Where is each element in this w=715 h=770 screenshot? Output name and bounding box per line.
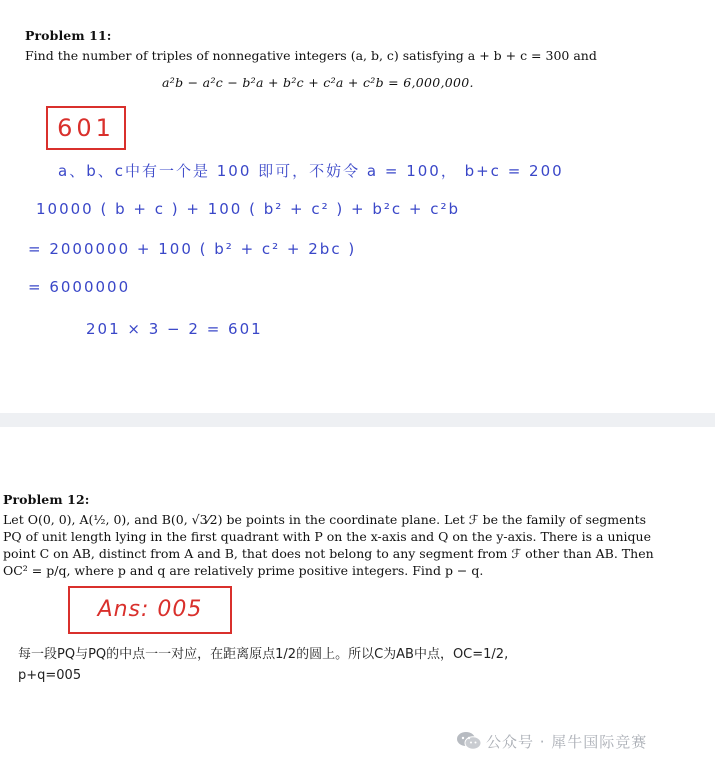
problem-12-line-2: PQ of unit length lying in the first quadrant with P on the x-axis and Q on the y-axis. There is a unique: [3, 529, 651, 544]
explanation-line-1: 每一段PQ与PQ的中点一一对应，在距离原点1/2的圆上。所以C为AB中点，OC=1/2,: [18, 647, 509, 662]
problem-12-title: Problem 12:: [3, 492, 90, 507]
problem-12-line-4: OC² = p/q, where p and q are relatively prime positive integers. Find p − q.: [3, 563, 484, 578]
handwritten-note-1: a、b、c中有一个是 100 即可，不妨令 a = 100， b+c = 200: [58, 162, 564, 180]
problem-11-answer-box: 601: [46, 106, 126, 150]
handwritten-note-2: 10000 ( b + c ) + 100 ( b² + c² ) + b²c + c²b: [36, 200, 461, 218]
problem-12-card: [0, 427, 715, 770]
problem-12-answer-box: Ans: 005: [68, 586, 232, 634]
handwritten-note-4: = 6000000: [28, 278, 131, 296]
problem-12-line-3: point C on AB, distinct from A and B, that does not belong to any segment from ℱ other than AB. Then: [3, 546, 654, 561]
explanation-line-2: p+q=005: [18, 668, 82, 683]
watermark-text: 公众号 · 犀牛国际竞赛: [486, 733, 648, 751]
wechat-icon: [456, 731, 482, 751]
problem-11-statement: Find the number of triples of nonnegative integers (a, b, c) satisfying a + b + c = 300 and: [25, 48, 597, 63]
section-divider: [0, 413, 715, 427]
problem-11-equation: a²b − a²c − b²a + b²c + c²a + c²b = 6,000,000.: [162, 75, 474, 90]
handwritten-note-3: = 2000000 + 100 ( b² + c² + 2bc ): [28, 240, 357, 258]
handwritten-note-5: 201 × 3 − 2 = 601: [86, 320, 263, 338]
problem-12-line-1: Let O(0, 0), A(½, 0), and B(0, √3⁄2) be points in the coordinate plane. Let ℱ be the family of segments: [3, 512, 647, 527]
problem-11-title: Problem 11:: [25, 28, 112, 43]
